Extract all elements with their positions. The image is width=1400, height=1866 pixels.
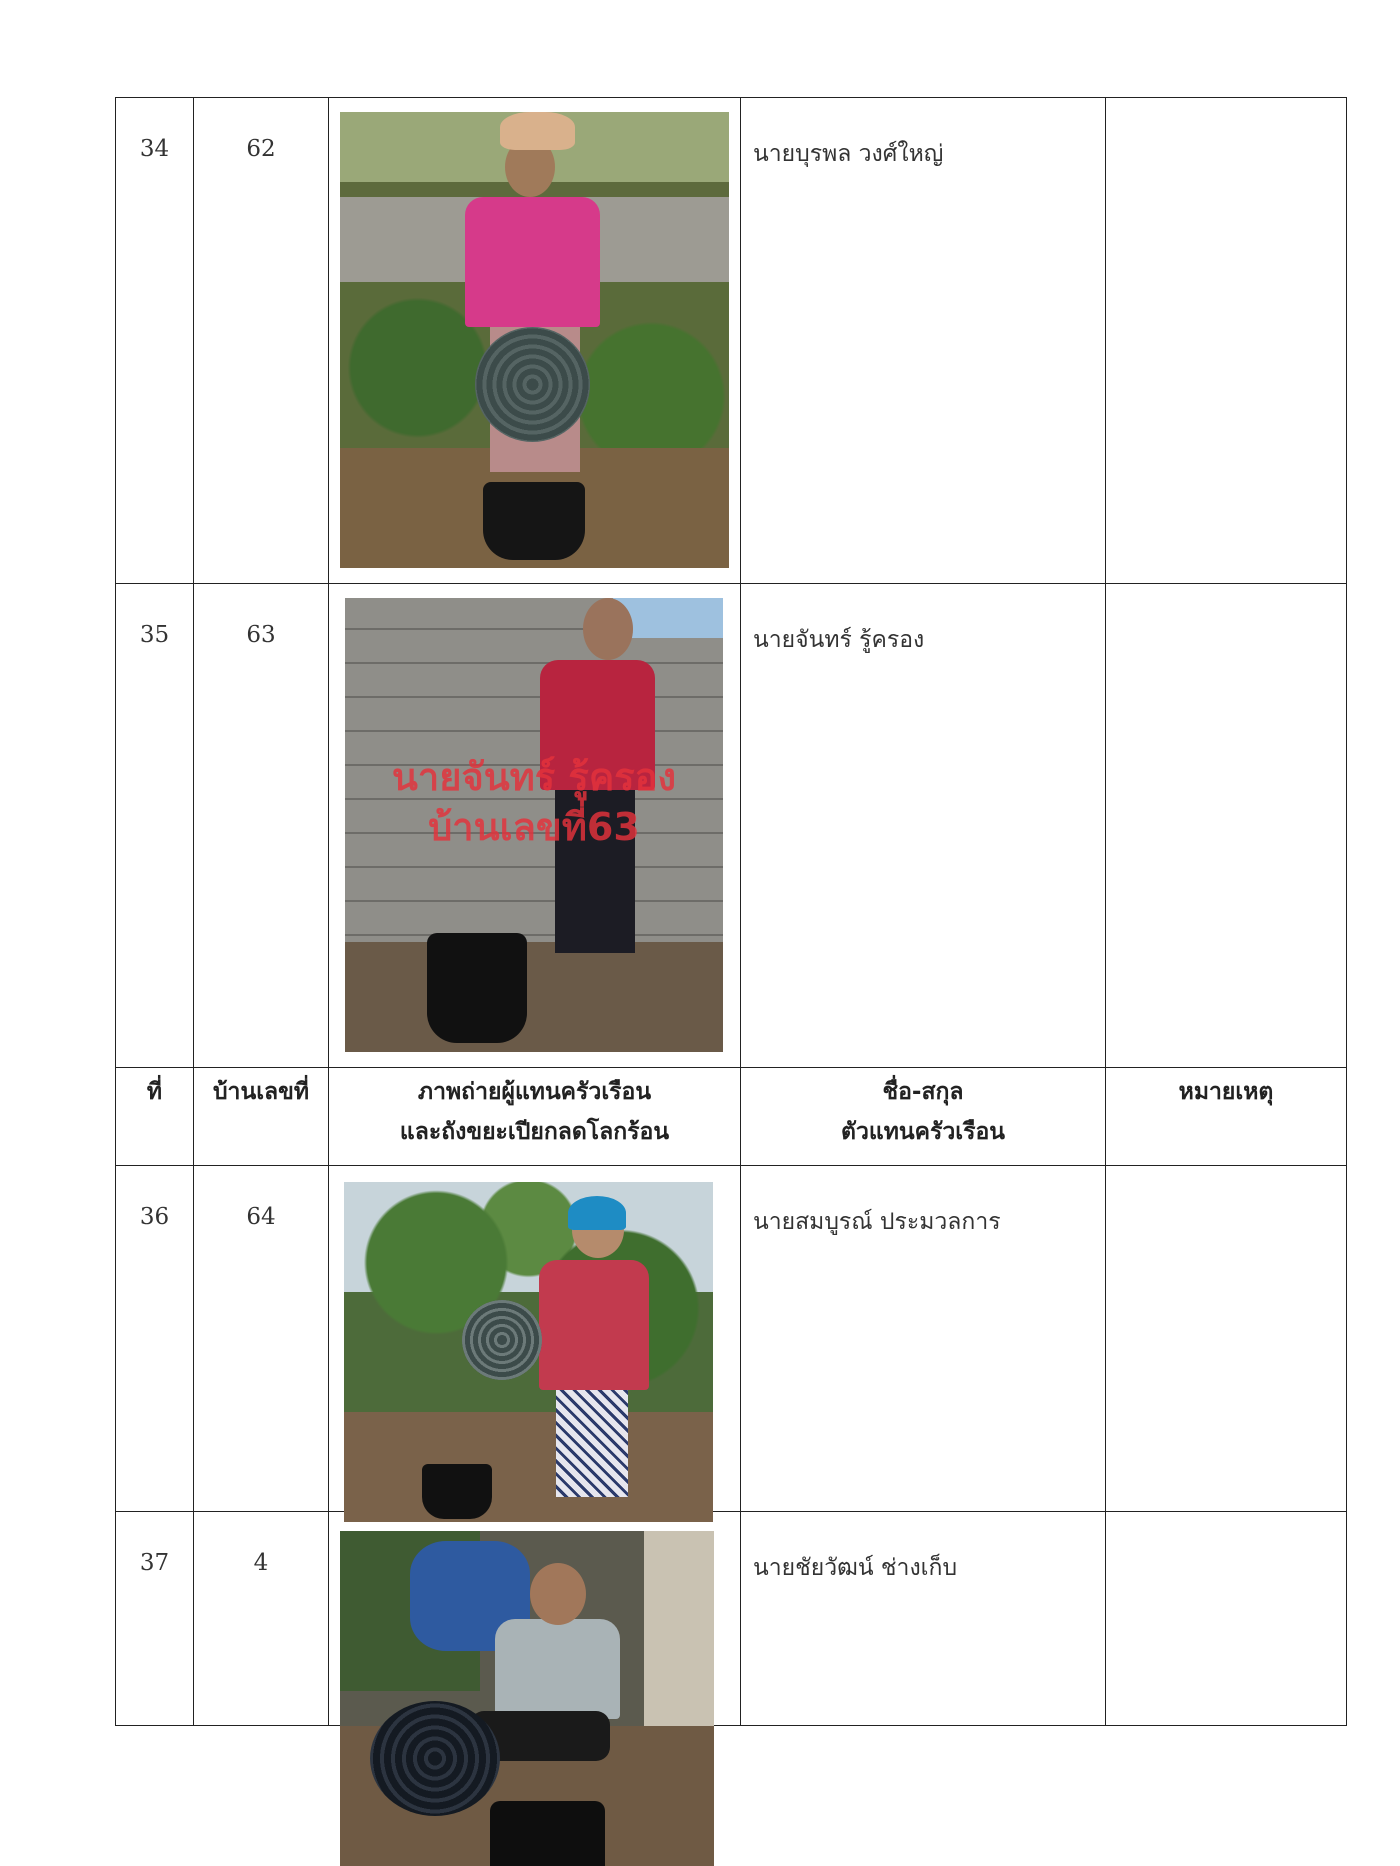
row-number: 34 [116, 98, 194, 584]
header-name: ชื่อ-สกุล ตัวแทนครัวเรือน [741, 1068, 1106, 1166]
household-photo [340, 1531, 714, 1866]
household-photo [340, 112, 729, 568]
table-row [116, 1166, 1347, 1512]
photo-cell [329, 98, 741, 584]
photo-watermark: นายจันทร์ รู้ครอง [391, 755, 677, 799]
table-header [116, 1068, 1347, 1166]
row-number: 35 [116, 584, 194, 1068]
photo-cell [329, 584, 741, 1068]
representative-name: นายสมบูรณ์ ประมวลการ [741, 1166, 1106, 1512]
photo-cell [329, 1166, 741, 1512]
header-no: ที่ [116, 1068, 194, 1166]
header-house: บ้านเลขที่ [194, 1068, 329, 1166]
household-photo [344, 1182, 713, 1522]
row-number: 36 [116, 1166, 194, 1512]
photo-cell [329, 1512, 741, 1726]
note-cell [1106, 1512, 1347, 1726]
row-number: 37 [116, 1512, 194, 1726]
house-number: 4 [194, 1512, 329, 1726]
note-cell [1106, 1166, 1347, 1512]
representative-name: นายชัยวัฒน์ ช่างเก็บ [741, 1512, 1106, 1726]
note-cell [1106, 584, 1347, 1068]
representative-name: นายจันทร์ รู้ครอง [741, 584, 1106, 1068]
header-photo: ภาพถ่ายผู้แทนครัวเรือน และถังขยะเปียกลดโลกร้อน [329, 1068, 741, 1166]
house-number: 64 [194, 1166, 329, 1512]
table-row [116, 98, 1347, 584]
photo-watermark: บ้านเลขที่63 [428, 805, 640, 849]
table-row [116, 1512, 1347, 1726]
representative-name: นายบุรพล วงศ์ใหญ่ [741, 98, 1106, 584]
house-number: 62 [194, 98, 329, 584]
house-number: 63 [194, 584, 329, 1068]
note-cell [1106, 98, 1347, 584]
household-table [115, 97, 1347, 1726]
table-row [116, 584, 1347, 1068]
header-note: หมายเหตุ [1106, 1068, 1347, 1166]
household-photo [345, 598, 723, 1052]
